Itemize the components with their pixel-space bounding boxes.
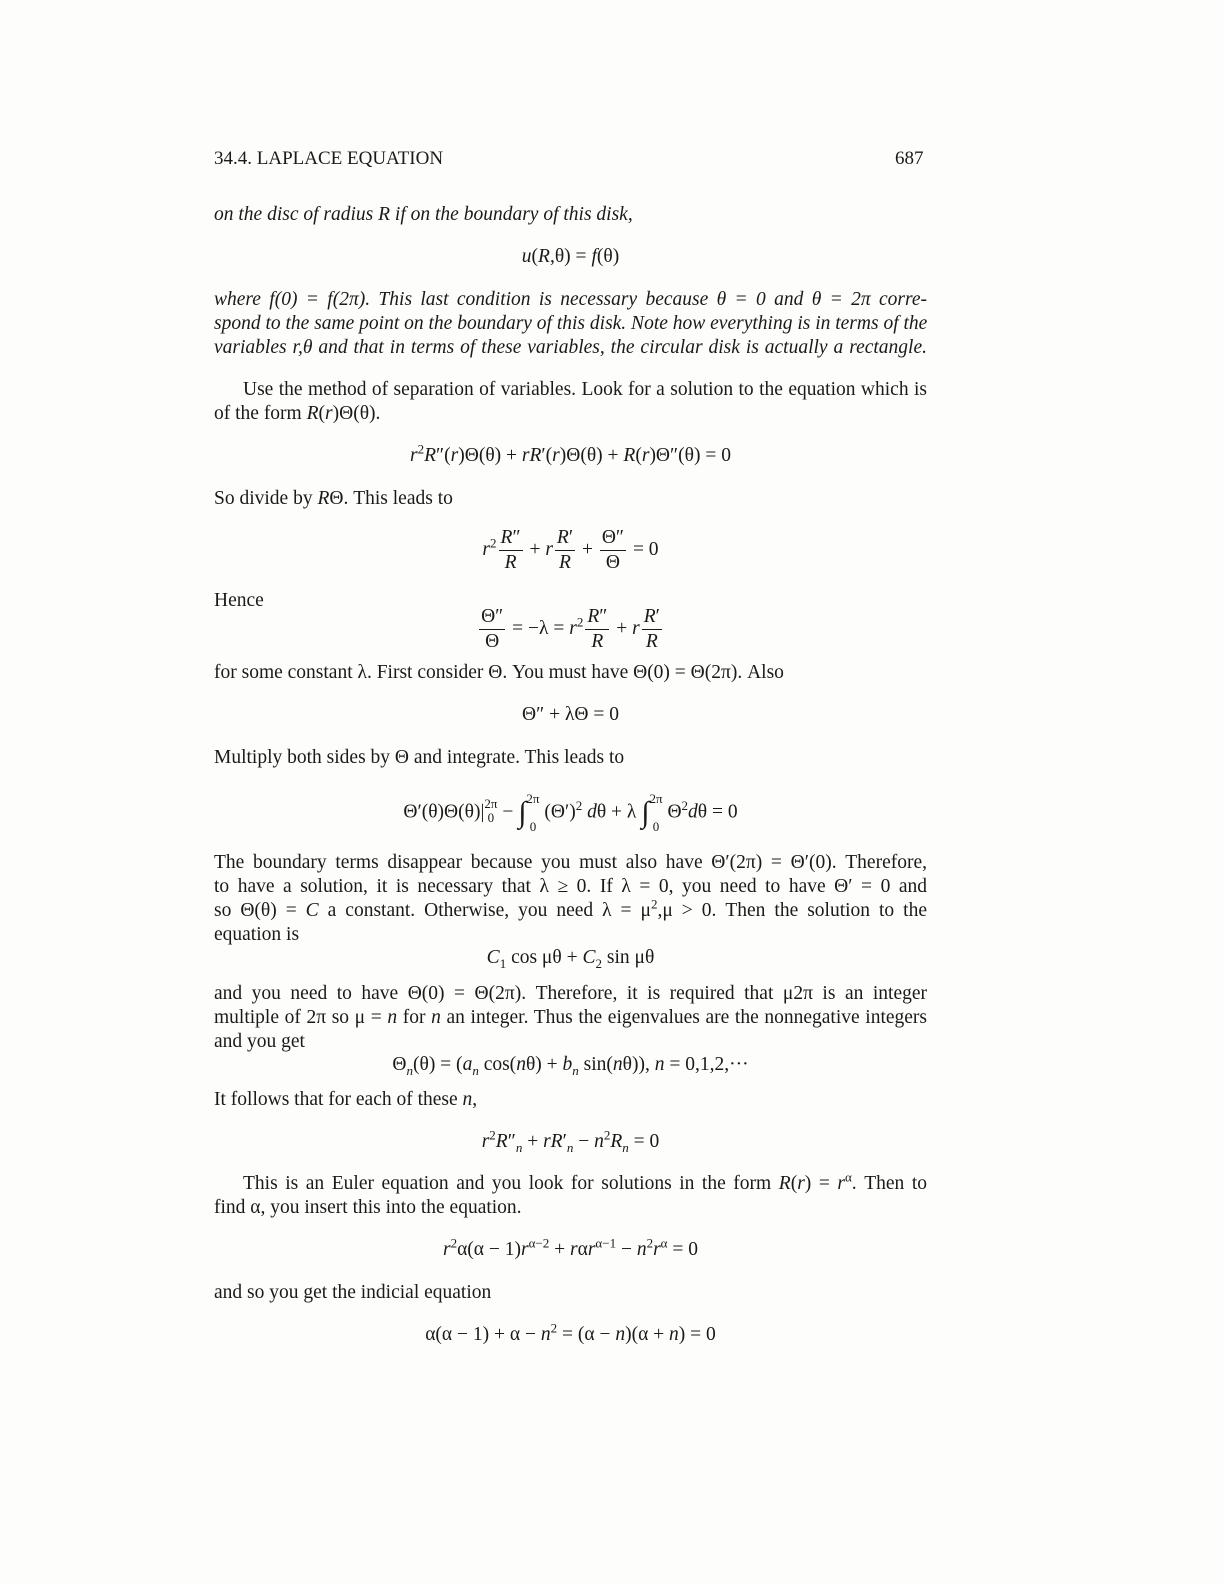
equation-indicial: $\alpha(\alpha - 1) + \alpha - n^2 = (\alpha - n)(\alpha + n) = 0$ [425,1320,716,1345]
text-line: multiple of 2π so μ = n for n an integer. Thus the eigenvalues are the nonnegative integers [214,1007,928,1028]
page-number: 687 [895,148,924,169]
section-title: 34.4. LAPLACE EQUATION [214,148,444,169]
equation-euler-substitution: $r^2\alpha(\alpha - 1)r^{\alpha-2} + r\alpha r^{\alpha-1} - n^2r^\alpha = 0$ [443,1235,698,1260]
equation-theta-ode: Θ″ + λΘ = 0 [522,704,619,725]
equation-separation: $r^2R''(r)\Theta(\theta) + rR'(r)\Theta(\theta) + R(r)\Theta''(\theta) = 0$ [410,441,731,466]
text-line: so Θ(θ) = C a constant. Otherwise, you need $\lambda = \mu^2,\mu > 0$. Then the solution to the [214,896,927,921]
text-line: on the disc of radius R if on the boundary of this disk, [214,204,633,225]
text-line: variables r,θ and that in terms of these variables, the circular disk is actually a rectangle. [214,337,927,358]
equation-eigenfunctions: $\Theta_n(\theta) = (a_n$ $\cos(n\theta) + b_n$ sin(nθ)), n = 0,1,2,··· [392,1054,749,1078]
text-line: So divide by RΘ. This leads to [214,488,453,509]
text-line: to have a solution, it is necessary that λ ≥ 0. If λ = 0, you need to have Θ′ = 0 and [214,876,927,897]
equation-lambda: $\frac{\Theta''}{\Theta}$ = $-\lambda = r^2$ $\frac{R''}{R}$ + r $\frac{R'}{R}$ [481,606,660,652]
text-line: equation is [214,924,300,945]
text-line: spond to the same point on the boundary of this disk. Note how everything is in terms of the [214,313,928,334]
equation-divided: $r^2$ $\frac{R''}{R}$ + r $\frac{R'}{R}$ + $\frac{\Theta''}{\Theta}$ = 0 [482,527,659,573]
text-line: of the form R(r)Θ(θ). [214,403,381,424]
text-line: Multiply both sides by Θ and integrate. This leads to [214,747,625,768]
text-line: Use the method of separation of variables. Look for a solution to the equation which is [243,379,927,400]
equation-integrated: Θ′(θ)Θ(θ)| 2π 0 − ∫ 2π 0 $(\Theta')^2$ dθ + λ ∫ 2π 0 $\Theta^2d\theta = 0$ [403,791,738,834]
text-line: and you need to have Θ(0) = Θ(2π). Therefore, it is required that μ2π is an integer [214,983,927,1004]
equation-radial: $r^2R''_n + rR'_n - n^2R_n = 0$ [481,1127,660,1155]
text-line: for some constant λ. First consider Θ. You must have Θ(0) = Θ(2π). Also [214,662,784,683]
text-line: find α, you insert this into the equation. [214,1197,522,1218]
text-line: This is an Euler equation and you look for solutions in the form $R(r) = r^\alpha$. Then to [243,1169,928,1194]
equation-general-solution: $C_1$ $\cos \mu\theta + C_2$ sin μθ [486,947,655,971]
equation-boundary-condition: u(R,θ) = f(θ) [521,246,620,267]
text-line: It follows that for each of these n, [214,1089,478,1110]
text-line: The boundary terms disappear because you must also have Θ′(2π) = Θ′(0). Therefore, [214,852,927,873]
text-line: where f(0) = f(2π). This last condition is necessary because θ = 0 and θ = 2π corre- [214,289,927,310]
text-line: Hence [214,590,264,611]
text-line: and you get [214,1031,305,1052]
text-line: and so you get the indicial equation [214,1282,492,1303]
